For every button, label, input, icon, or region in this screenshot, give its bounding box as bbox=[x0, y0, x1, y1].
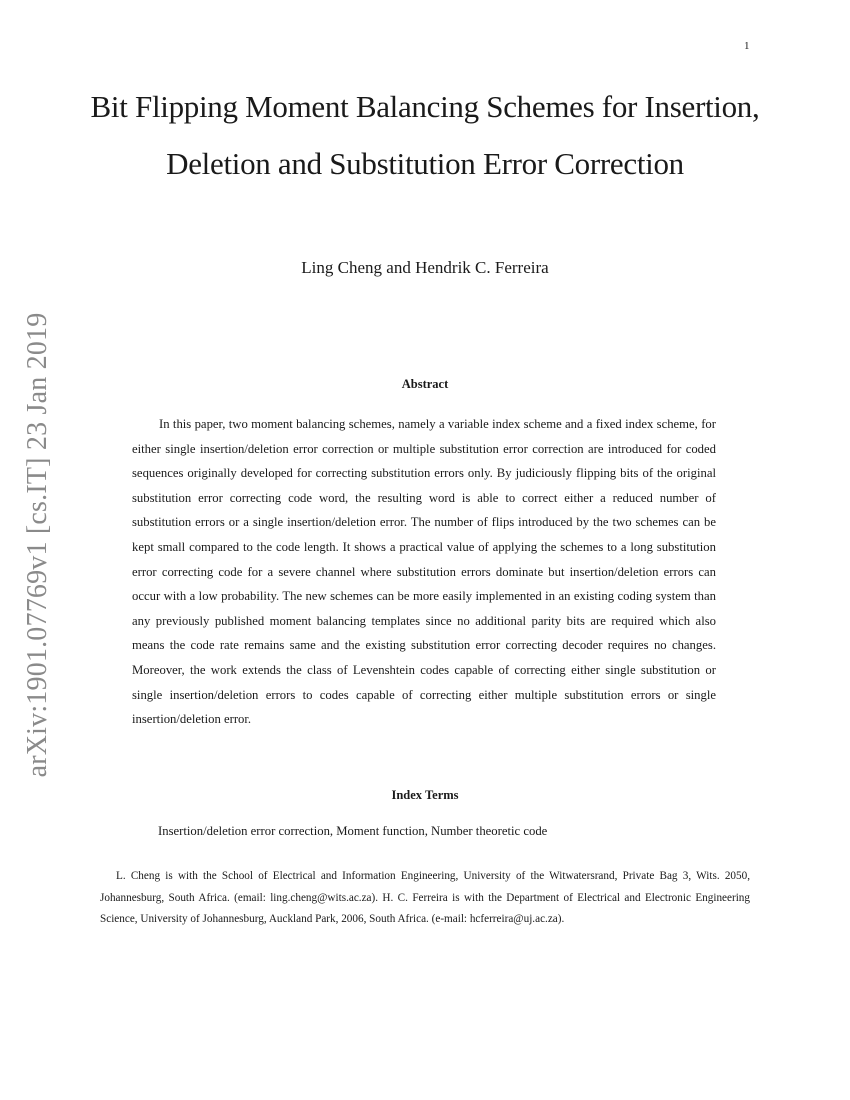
abstract-heading: Abstract bbox=[401, 377, 449, 391]
author-affiliation-footnote: L. Cheng is with the School of Electrical and Information Engineering, University of the Witwatersrand, Private Bag 3, Wits. 2050, Johannesburg, South Africa. (email: ling.cheng@wits.ac.za). H. C. Ferreira is with the Department of Electrical and Electronic Engineering Science, University of Johannesburg, Auckland Park, 2006, South Africa. (e-mail: hcferreira@uj.ac.za). bbox=[100, 870, 750, 925]
arxiv-identifier-stamp: arXiv:1901.07769v1 [cs.IT] 23 Jan 2019 bbox=[22, 312, 53, 778]
paper-title: Bit Flipping Moment Balancing Schemes for Insertion, Deletion and Substitution Error Correction bbox=[90, 89, 760, 181]
page-number: 1 bbox=[744, 40, 750, 52]
index-terms-heading: Index Terms bbox=[391, 788, 459, 802]
paper-authors: Ling Cheng and Hendrik C. Ferreira bbox=[301, 258, 549, 277]
abstract-body: In this paper, two moment balancing schemes, namely a variable index scheme and a fixed index scheme, for either single insertion/deletion error correction or multiple substitution error correction are introduced for coded sequences originally developed for correcting substitution errors only. By judiciously flipping bits of the original substitution error correcting code word, the resulting word is able to correct either a reduced number of substitution errors or a single insertion/deletion error. The number of flips introduced by the two schemes can be kept small compared to the code length. It shows a practical value of applying the schemes to a long substitution error correcting code for a severe channel where substitution errors dominate but insertion/deletion errors can occur with a low probability. The new schemes can be more easily implemented in an existing coding system than any previously published moment balancing templates since no additional parity bits are required which also means the code rate remains same and the existing substitution error correcting decoder requires no changes. Moreover, the work extends the class of Levenshtein codes capable of correcting either single substitution or single insertion/deletion errors to codes capable of correcting either multiple substitution errors or single insertion/deletion error. bbox=[132, 417, 716, 727]
index-terms-body: Insertion/deletion error correction, Moment function, Number theoretic code bbox=[158, 824, 548, 838]
